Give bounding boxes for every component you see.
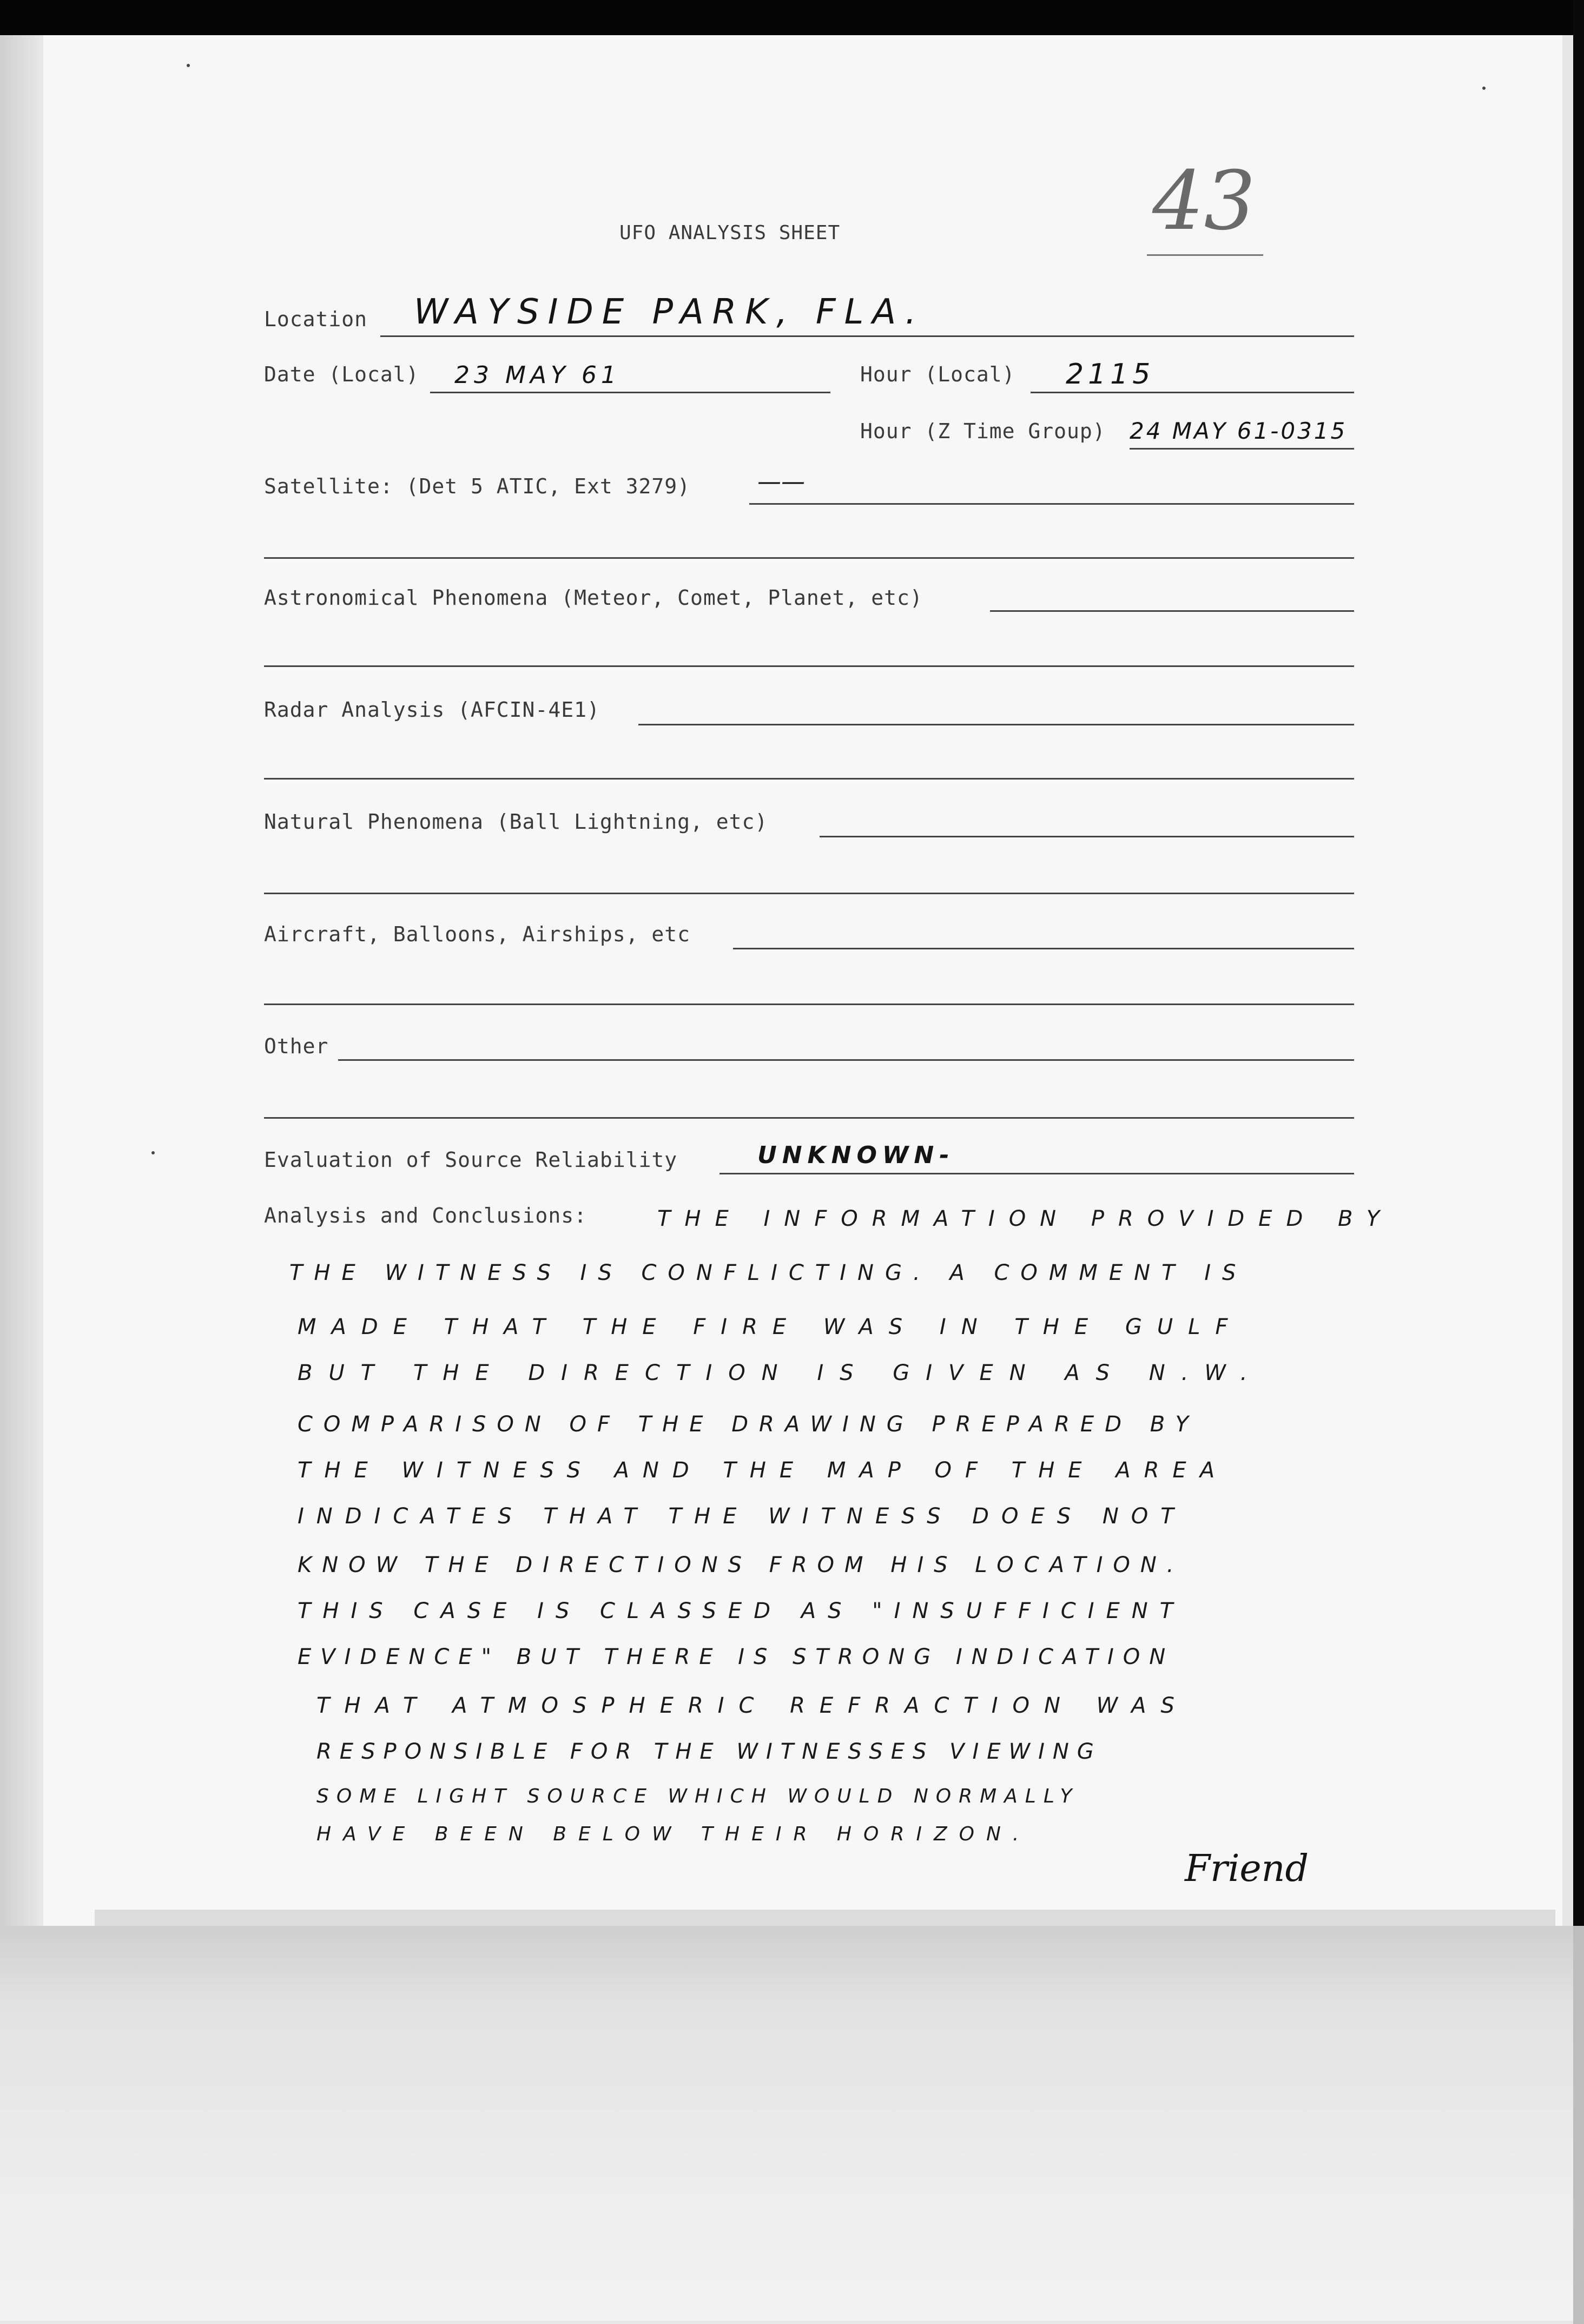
analysis-line: BUT THE DIRECTION IS GIVEN AS N.W. <box>298 1361 1264 1385</box>
satellite-label: Satellite: (Det 5 ATIC, Ext 3279) <box>264 474 690 498</box>
speck <box>1482 87 1486 90</box>
analysis-line: THIS CASE IS CLASSED AS "INSUFFICIENT <box>298 1599 1185 1623</box>
aircraft-line-2 <box>264 1003 1354 1005</box>
natural-line-2 <box>264 893 1354 894</box>
film-border-right <box>1573 0 1584 1926</box>
analysis-line: THE WITNESS IS CONFLICTING. A COMMENT IS <box>289 1260 1248 1285</box>
date-local-line <box>430 392 830 393</box>
page-number-underline <box>1147 254 1263 256</box>
analysis-line: INDICATES THAT THE WITNESS DOES NOT <box>298 1504 1186 1529</box>
analysis-label: Analysis and Conclusions: <box>264 1204 587 1227</box>
film-border-left <box>0 35 43 1926</box>
analysis-line: THAT ATMOSPHERIC REFRACTION WAS <box>316 1693 1189 1718</box>
hour-local-value: 2115 <box>1066 358 1155 391</box>
analysis-line: SOME LIGHT SOURCE WHICH WOULD NORMALLY <box>316 1785 1080 1807</box>
reliability-label: Evaluation of Source Reliability <box>264 1148 678 1172</box>
page-number: 43 <box>1152 154 1256 248</box>
analysis-line: COMPARISON OF THE DRAWING PREPARED BY <box>298 1412 1199 1437</box>
location-label: Location <box>264 307 368 331</box>
other-label: Other <box>264 1034 329 1058</box>
satellite-line-2 <box>264 557 1354 559</box>
hour-z-value: 24 MAY 61-0315 <box>1130 418 1348 444</box>
reliability-line <box>720 1173 1354 1174</box>
natural-label: Natural Phenomena (Ball Lightning, etc) <box>264 810 768 834</box>
film-blank-area <box>0 1926 1584 2321</box>
radar-label: Radar Analysis (AFCIN-4E1) <box>264 698 600 722</box>
aircraft-line <box>733 948 1354 949</box>
analysis-line: MADE THAT THE FIRE WAS IN THE GULF <box>298 1315 1243 1339</box>
speck <box>151 1151 155 1154</box>
hour-z-line <box>1130 448 1354 450</box>
astronomical-label: Astronomical Phenomena (Meteor, Comet, Planet, etc) <box>264 586 923 610</box>
radar-line <box>638 724 1354 725</box>
analysis-line: THE INFORMATION PROVIDED BY <box>657 1206 1394 1231</box>
other-line <box>338 1059 1354 1061</box>
analysis-line: EVIDENCE" BUT THERE IS STRONG INDICATION <box>298 1645 1175 1669</box>
satellite-line <box>749 503 1354 505</box>
radar-line-2 <box>264 778 1354 780</box>
astronomical-line-2 <box>264 665 1354 667</box>
location-value: WAYSIDE PARK, FLA. <box>414 292 925 332</box>
satellite-value: —— <box>757 468 805 496</box>
speck <box>187 64 190 67</box>
astronomical-line <box>990 610 1354 612</box>
analysis-line: THE WITNESS AND THE MAP OF THE AREA <box>298 1458 1229 1483</box>
reliability-value: UNKNOWN- <box>757 1141 955 1169</box>
analyst-signature: Friend <box>1185 1847 1309 1890</box>
film-border-right-lower <box>1573 1926 1584 2324</box>
natural-line <box>820 836 1354 837</box>
date-local-label: Date (Local) <box>264 362 419 386</box>
analysis-line: RESPONSIBLE FOR THE WITNESSES VIEWING <box>316 1739 1102 1764</box>
date-local-value: 23 MAY 61 <box>454 361 621 389</box>
other-line-2 <box>264 1117 1354 1119</box>
film-border-top <box>0 0 1584 35</box>
hour-z-label: Hour (Z Time Group) <box>860 419 1106 443</box>
hour-local-line <box>1031 392 1354 393</box>
page-title: UFO ANALYSIS SHEET <box>619 222 841 244</box>
location-line <box>380 335 1354 337</box>
aircraft-label: Aircraft, Balloons, Airships, etc <box>264 922 690 946</box>
hour-local-label: Hour (Local) <box>860 362 1015 386</box>
analysis-line: HAVE BEEN BELOW THEIR HORIZON. <box>316 1823 1031 1845</box>
analysis-line: KNOW THE DIRECTIONS FROM HIS LOCATION. <box>298 1553 1184 1577</box>
